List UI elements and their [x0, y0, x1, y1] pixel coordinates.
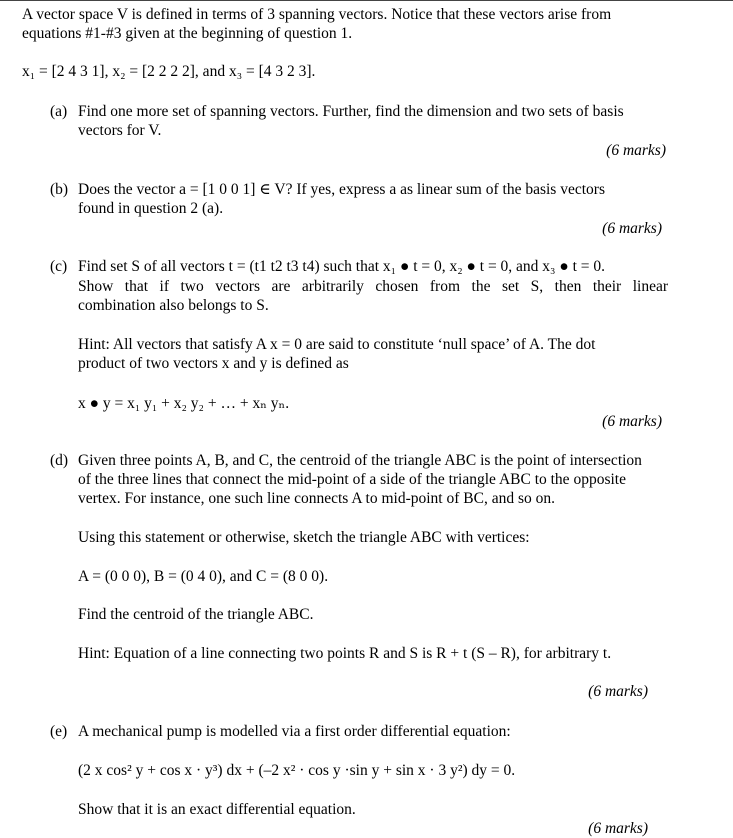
question-d-line-5: Find the centroid of the triangle ABC.	[78, 606, 314, 623]
question-b-marks: (6 marks)	[602, 220, 662, 237]
question-a-line-1: Find one more set of spanning vectors. Further, find the dimension and two sets of basis	[78, 103, 624, 120]
top-border	[0, 0, 733, 1]
question-c-marks: (6 marks)	[602, 413, 662, 430]
question-e-marks: (6 marks)	[588, 820, 648, 837]
question-d-line-1: Given three points A, B, and C, the centroid of the triangle ABC is the point of intersection	[78, 452, 642, 469]
question-c-hint-line-2: product of two vectors x and y is defined as	[78, 355, 349, 372]
differential-equation: (2 x cos² y + cos x · y³) dx + (–2 x² · cos y ·sin y + sin x · 3 y²) dy = 0.	[78, 762, 516, 779]
question-b-label: (b)	[50, 181, 69, 198]
question-e-line-1: A mechanical pump is modelled via a first order differential equation:	[78, 723, 511, 740]
intro-line-1: A vector space V is defined in terms of 3 spanning vectors. Notice that these vectors arise from	[22, 6, 612, 23]
question-c-line-1: Find set S of all vectors t = (t1 t2 t3 t4) such that x₁ ● t = 0, x₂ ● t = 0, and x₃ ● t = 0.	[78, 258, 605, 275]
question-a-line-2: vectors for V.	[78, 122, 162, 139]
intro-line-2: equations #1-#3 given at the beginning of question 1.	[22, 25, 353, 42]
question-e-line-2: Show that it is an exact differential equation.	[78, 801, 356, 818]
question-b-line-1: Does the vector a = [1 0 0 1] ∈ V? If yes, express a as linear sum of the basis vectors	[78, 181, 605, 198]
question-d-line-3: vertex. For instance, one such line connects A to mid-point of BC, and so on.	[78, 490, 555, 507]
triangle-vertices: A = (0 0 0), B = (0 4 0), and C = (8 0 0).	[78, 568, 329, 585]
question-e-label: (e)	[50, 723, 68, 740]
question-a-marks: (6 marks)	[606, 142, 666, 159]
question-d-hint: Hint: Equation of a line connecting two points R and S is R + t (S – R), for arbitrary t.	[78, 645, 612, 662]
question-c-label: (c)	[50, 258, 68, 275]
question-d-marks: (6 marks)	[588, 683, 648, 700]
question-d-line-2: of the three lines that connect the mid-point of a side of the triangle ABC to the opposite	[78, 471, 626, 488]
question-d-line-4: Using this statement or otherwise, sketch the triangle ABC with vertices:	[78, 529, 530, 546]
question-c-line-2: Show that if two vectors are arbitrarily chosen from the set S, then their linear	[78, 278, 668, 295]
question-c-hint-line-1: Hint: All vectors that satisfy A x = 0 are said to constitute ‘null space’ of A. The dot	[78, 336, 596, 353]
question-c-line-3: combination also belongs to S.	[78, 297, 269, 314]
question-a-label: (a)	[50, 103, 68, 120]
question-b-line-2: found in question 2 (a).	[78, 200, 224, 217]
question-d-label: (d)	[50, 452, 69, 469]
dot-product-formula: x ● y = x₁ y₁ + x₂ y₂ + … + xₙ yₙ.	[78, 395, 290, 412]
vectors-line: x₁ = [2 4 3 1], x₂ = [2 2 2 2], and x₃ = [4 3 2 3].	[22, 63, 316, 80]
